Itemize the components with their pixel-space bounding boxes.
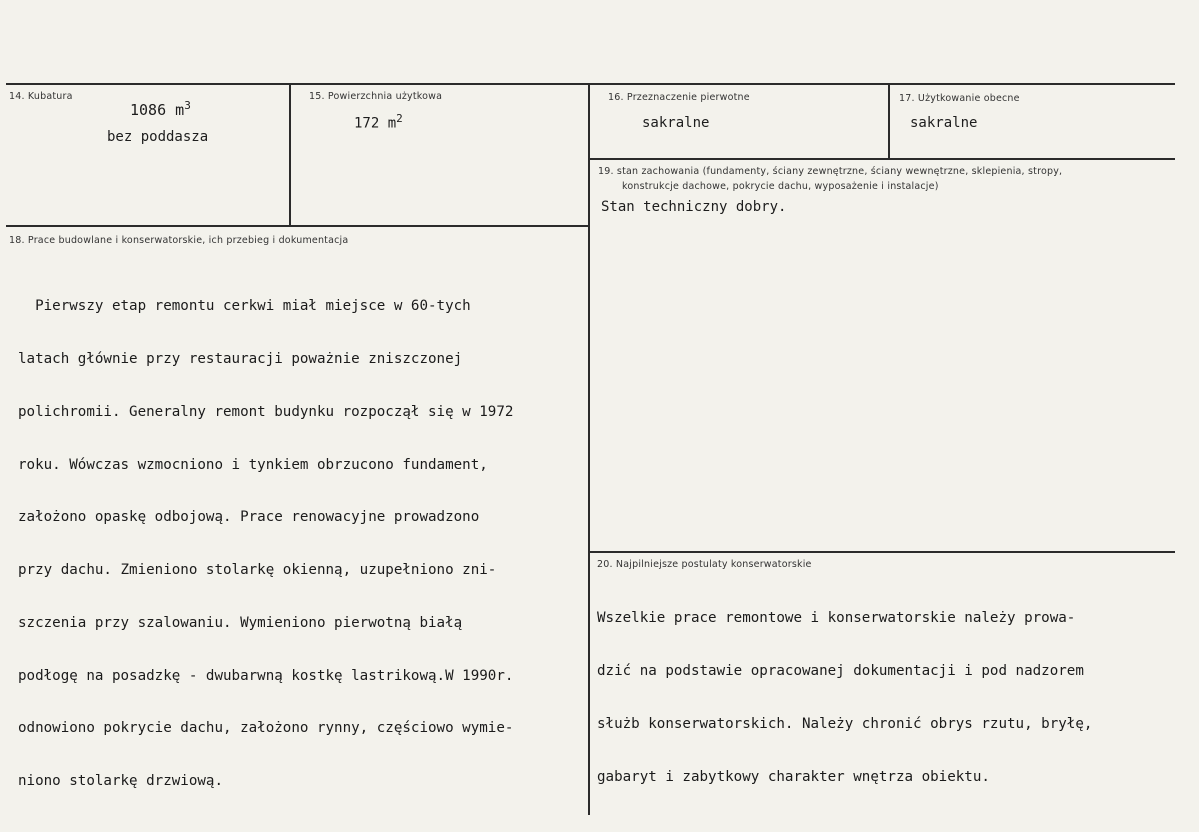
field-15-label: 15. Powierzchnia użytkowa — [309, 91, 443, 102]
field-17-label: 17. Użytkowanie obecne — [899, 93, 1020, 104]
top-rule — [6, 83, 1175, 85]
field-15-value — [354, 112, 403, 132]
field-20-line: Wszelkie prace remontowe i konserwatorskie należy prowa- — [597, 610, 1076, 627]
rule-above-20 — [590, 551, 1175, 553]
field-19-label-line2: konstrukcje dachowe, pokrycie dachu, wyposażenie i instalacje) — [622, 181, 939, 192]
field-14-exponent: 3 — [184, 99, 191, 112]
field-18-text — [18, 263, 513, 826]
field-18-line: latach głównie przy restauracji poważnie zniszczonej — [18, 350, 463, 367]
field-20-line: dzić na podstawie opracowanej dokumentacji i pod nadzorem — [597, 662, 1084, 679]
field-15-unit: m — [387, 115, 397, 132]
rule-below-14-15 — [6, 225, 590, 227]
field-14-value — [130, 99, 191, 119]
field-14-unit: m — [175, 101, 185, 119]
field-20-text — [597, 575, 1092, 821]
field-18-line: roku. Wówczas wzmocniono i tynkiem obrzucono fundament, — [18, 456, 488, 473]
field-18-label: 18. Prace budowlane i konserwatorskie, ich przebieg i dokumentacja — [9, 235, 349, 246]
field-15-exponent: 2 — [396, 112, 403, 125]
field-18-line: niono stolarkę drzwiową. — [18, 773, 223, 790]
field-17-value: sakralne — [910, 115, 978, 131]
field-14-number: 1086 — [130, 101, 167, 119]
field-18-line: Pierwszy etap remontu cerkwi miał miejsce w 60-tych — [18, 298, 471, 315]
field-16-value: sakralne — [642, 115, 710, 131]
divider-14-15 — [289, 83, 291, 226]
field-20-line: gabaryt i zabytkowy charakter wnętrza obiektu. — [597, 768, 990, 785]
field-18-line: szczenia przy szalowaniu. Wymieniono pierwotną białą — [18, 614, 463, 631]
field-14-label: 14. Kubatura — [9, 91, 73, 102]
field-20-label: 20. Najpilniejsze postulaty konserwatorskie — [597, 559, 812, 570]
field-19-value: Stan techniczny dobry. — [601, 199, 787, 215]
field-16-label: 16. Przeznaczenie pierwotne — [608, 92, 750, 103]
field-18-line: odnowiono pokrycie dachu, założono rynny, częściowo wymie- — [18, 720, 514, 737]
field-14-note: bez poddasza — [107, 129, 209, 145]
field-19-label-line1: 19. stan zachowania (fundamenty, ściany zewnętrzne, ściany wewnętrzne, sklepienia, stropy, — [598, 166, 1063, 177]
field-15-number: 172 — [354, 115, 380, 132]
divider-16-17 — [888, 83, 890, 159]
rule-below-16-17 — [590, 158, 1175, 160]
field-20-line: służb konserwatorskich. Należy chronić obrys rzutu, bryłę, — [597, 715, 1093, 732]
field-18-line: założono opaskę odbojową. Prace renowacyjne prowadzono — [18, 509, 480, 526]
center-divider — [588, 83, 590, 815]
field-18-line: polichromii. Generalny remont budynku rozpoczął się w 1972 — [18, 403, 514, 420]
field-18-line: przy dachu. Zmieniono stolarkę okienną, uzupełniono zni- — [18, 562, 497, 579]
field-18-line: podłogę na posadzkę - dwubarwną kostkę lastrikową.W 1990r. — [18, 667, 514, 684]
